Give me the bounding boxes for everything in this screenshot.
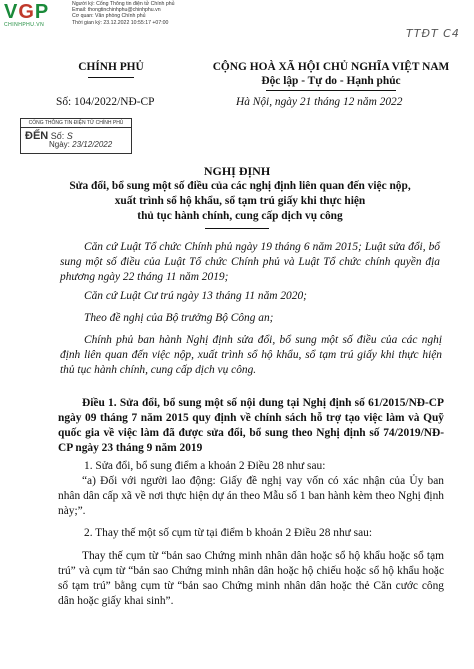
vgp-logo — [4, 2, 66, 28]
nation-name: CỘNG HOÀ XÃ HỘI CHỦ NGHĨA VIỆT NAM — [212, 61, 450, 73]
subtitle-line: thủ tục hành chính, cung cấp dịch vụ công — [137, 210, 343, 222]
article-1-item-1: 1. Sửa đổi, bổ sung điểm a khoản 2 Điều 28 như sau: — [84, 460, 326, 472]
stamp-so-label: Số: — [50, 131, 65, 141]
article-1-heading: Điều 1. Sửa đổi, bổ sung một số nội dung tại Nghị định số 61/2015/NĐ-CP ngày 09 tháng 7 năm 2015 quy định về chính sách hỗ trợ tạo việc làm và Quỹ quốc gia về việc làm đã được sửa đổi, bổ sung theo Nghị định số 74/2019/NĐ-CP ngày 23 tháng 9 năm 2019 — [58, 397, 444, 454]
preamble-paragraph: Chính phủ ban hành Nghị định sửa đổi, bổ sung một số điều của các nghị định liên quan đến việc nộp, xuất trình sổ hộ khẩu, sổ tạm trú giấy khi thực hiện thủ tục hành chính, cung cấp dịch vụ công. — [60, 334, 442, 376]
stamp-ngay-label: Ngày: — [49, 140, 70, 149]
subtitle-line: Sửa đổi, bổ sung một số điều của các nghị định liên quan đến việc nộp, — [69, 180, 411, 192]
signer-line: Email: thongtinchinhphu@chinhphu.vn — [72, 7, 161, 14]
signer-line: Thời gian ký: 23.12.2022 10:55:17 +07:00 — [72, 19, 169, 26]
digital-signature-info — [72, 1, 272, 26]
stamp-ngay-value: 23/12/2022 — [72, 140, 113, 149]
vgp-logo-mark: VGP — [4, 1, 50, 23]
stamp-title: CỔNG THÔNG TIN ĐIỆN TỬ CHÍNH PHỦ — [21, 119, 131, 128]
agency-underline — [88, 77, 134, 78]
preamble-paragraph: Theo đề nghị của Bộ trưởng Bộ Công an; — [84, 312, 274, 324]
document-number: Số: 104/2022/NĐ-CP — [56, 96, 155, 108]
national-motto: Độc lập - Tự do - Hạnh phúc — [261, 75, 401, 87]
title-underline — [205, 228, 269, 229]
preamble-paragraph: Căn cứ Luật Cư trú ngày 13 tháng 11 năm 2020; — [84, 290, 307, 302]
received-stamp — [20, 118, 132, 154]
decree-subtitle — [20, 179, 460, 224]
decree-title: NGHỊ ĐỊNH — [203, 164, 271, 178]
preamble-paragraph: Căn cứ Luật Tổ chức Chính phủ ngày 19 tháng 6 năm 2015; Luật sửa đổi, bổ sung một số điều của Luật Tổ chức Chính phủ và Luật Tổ chức chính quyền địa phương ngày 22 tháng 11 năm 2019; — [60, 241, 440, 283]
signer-line: Cơ quan: Văn phòng Chính phủ — [72, 13, 146, 20]
subtitle-line: xuất trình sổ hộ khẩu, sổ tạm trú giấy khi thực hiện — [114, 195, 366, 207]
handwritten-note: TTĐT C4 — [406, 27, 460, 40]
document-date: Hà Nội, ngày 21 tháng 12 năm 2022 — [236, 96, 403, 108]
motto-underline — [266, 90, 396, 91]
vgp-logo-sub: CHINHPHU.VN — [4, 22, 45, 28]
signer-line: Người ký: Cổng Thông tin điện tử Chính phủ — [72, 1, 175, 7]
stamp-den-label: ĐẾN — [25, 130, 49, 142]
article-1-item-1-quote: “a) Đối với người lao động: Giấy đề nghị vay vốn có xác nhận của Ủy ban nhân dân cấp xã về nơi thực hiện dự án theo Mẫu số 1 ban hành kèm theo Nghị định này;”. — [58, 475, 444, 517]
article-1-item-2: 2. Thay thế một số cụm từ tại điểm b khoản 2 Điều 28 như sau: — [84, 527, 373, 539]
article-1-item-2-text: Thay thế cụm từ “bản sao Chứng minh nhân dân hoặc sổ hộ khẩu hoặc sổ tạm trú” và cụm từ “bản sao Chứng minh nhân dân hoặc hộ chiếu hoặc sổ hộ khẩu hoặc sổ tạm trú” bằng cụm từ “bản sao Chứng minh nhân dân hoặc thẻ Căn cước công dân hoặc giấy khai sinh”. — [58, 550, 444, 607]
stamp-so-value: S — [66, 131, 73, 141]
agency-name: CHÍNH PHỦ — [78, 61, 144, 73]
